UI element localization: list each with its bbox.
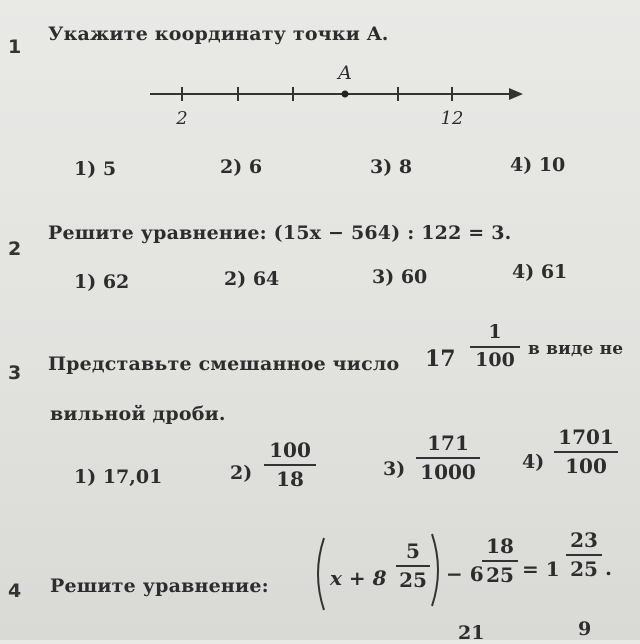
- question-1-number: 1: [8, 36, 22, 58]
- q3-answer-3-denominator: 1000: [420, 460, 476, 484]
- q3-answer-2-denominator: 18: [276, 467, 304, 491]
- q4-minus-whole: − 6: [446, 562, 484, 586]
- q4-fraction-1-numerator: 5: [406, 539, 420, 563]
- question-3-number: 3: [8, 362, 22, 384]
- q3-answer-4-denominator: 100: [565, 454, 607, 478]
- q3-mixed-whole: 17: [425, 346, 456, 372]
- q3-answer-4-bar: [554, 451, 618, 453]
- q3-answer-2-bar: [264, 464, 316, 466]
- q4-fraction-3-bar: [566, 554, 602, 556]
- q3-answer-3-numerator: 171: [427, 431, 469, 455]
- q4-fraction-1-bar: [396, 565, 430, 567]
- q4-fraction-2-numerator: 18: [486, 534, 514, 558]
- q4-period: .: [605, 556, 612, 580]
- q2-answer-3[interactable]: 3) 60: [372, 266, 428, 288]
- q4-fraction-2-bar: [482, 560, 518, 562]
- q4-fraction-1-denominator: 25: [399, 568, 427, 592]
- q4-fraction-2: [482, 536, 518, 586]
- question-3-text-line2: вильной дроби.: [50, 403, 226, 425]
- number-line-label-left: 2: [176, 108, 188, 129]
- point-a-dot: [342, 91, 349, 98]
- q2-answer-4[interactable]: 4) 61: [512, 261, 568, 283]
- q4-expression-start: x + 8: [330, 566, 387, 590]
- number-line-arrow: [509, 88, 523, 100]
- question-3-text-after: в виде не: [528, 339, 624, 359]
- number-line: [145, 62, 535, 132]
- q4-bottom-partial-right: 9: [578, 618, 592, 640]
- q3-answer-1[interactable]: 1) 17,01: [74, 466, 163, 488]
- q4-fraction-3-numerator: 23: [570, 528, 598, 552]
- point-a-label: A: [338, 62, 352, 84]
- question-1-text: Укажите координату точки A.: [48, 23, 389, 45]
- question-3-text-before: Представьте смешанное число: [48, 353, 400, 375]
- q3-fraction-denominator: 100: [475, 348, 515, 371]
- number-line-label-right: 12: [440, 108, 464, 129]
- q4-right-paren: [430, 532, 444, 608]
- q3-mixed-fraction: [470, 323, 520, 371]
- q1-answer-3[interactable]: 3) 8: [370, 156, 413, 178]
- q4-fraction-3-denominator: 25: [570, 557, 598, 581]
- q4-fraction-1: [396, 541, 430, 591]
- q3-answer-4-label[interactable]: 4): [522, 451, 545, 473]
- q3-answer-2-numerator: 100: [269, 438, 311, 462]
- q4-left-paren: [312, 536, 326, 612]
- question-4-number: 4: [8, 580, 22, 602]
- q1-answer-4[interactable]: 4) 10: [510, 154, 566, 176]
- q3-answer-4-fraction[interactable]: [554, 427, 618, 477]
- question-2-number: 2: [8, 238, 22, 260]
- question-2-text: Решите уравнение: (15x − 564) : 122 = 3.: [48, 222, 512, 244]
- q3-answer-2-fraction[interactable]: [264, 440, 316, 490]
- q3-answer-3-label[interactable]: 3): [383, 458, 406, 480]
- q4-equals-whole: = 1: [522, 557, 560, 581]
- q3-fraction-bar: [470, 346, 520, 348]
- q4-fraction-2-denominator: 25: [486, 563, 514, 587]
- q3-fraction-numerator: 1: [488, 321, 502, 343]
- q1-answer-1[interactable]: 1) 5: [74, 158, 117, 180]
- q3-answer-3-bar: [416, 457, 480, 459]
- q3-answer-4-numerator: 1701: [558, 425, 614, 449]
- q1-answer-2[interactable]: 2) 6: [220, 156, 263, 178]
- q3-answer-3-fraction[interactable]: [416, 433, 480, 483]
- q4-bottom-partial-left: 21: [458, 622, 485, 644]
- q4-fraction-3: [566, 530, 602, 580]
- q2-answer-1[interactable]: 1) 62: [74, 271, 130, 293]
- q3-answer-2-label[interactable]: 2): [230, 462, 253, 484]
- q2-answer-2[interactable]: 2) 64: [224, 268, 280, 290]
- question-4-text: Решите уравнение:: [50, 575, 269, 597]
